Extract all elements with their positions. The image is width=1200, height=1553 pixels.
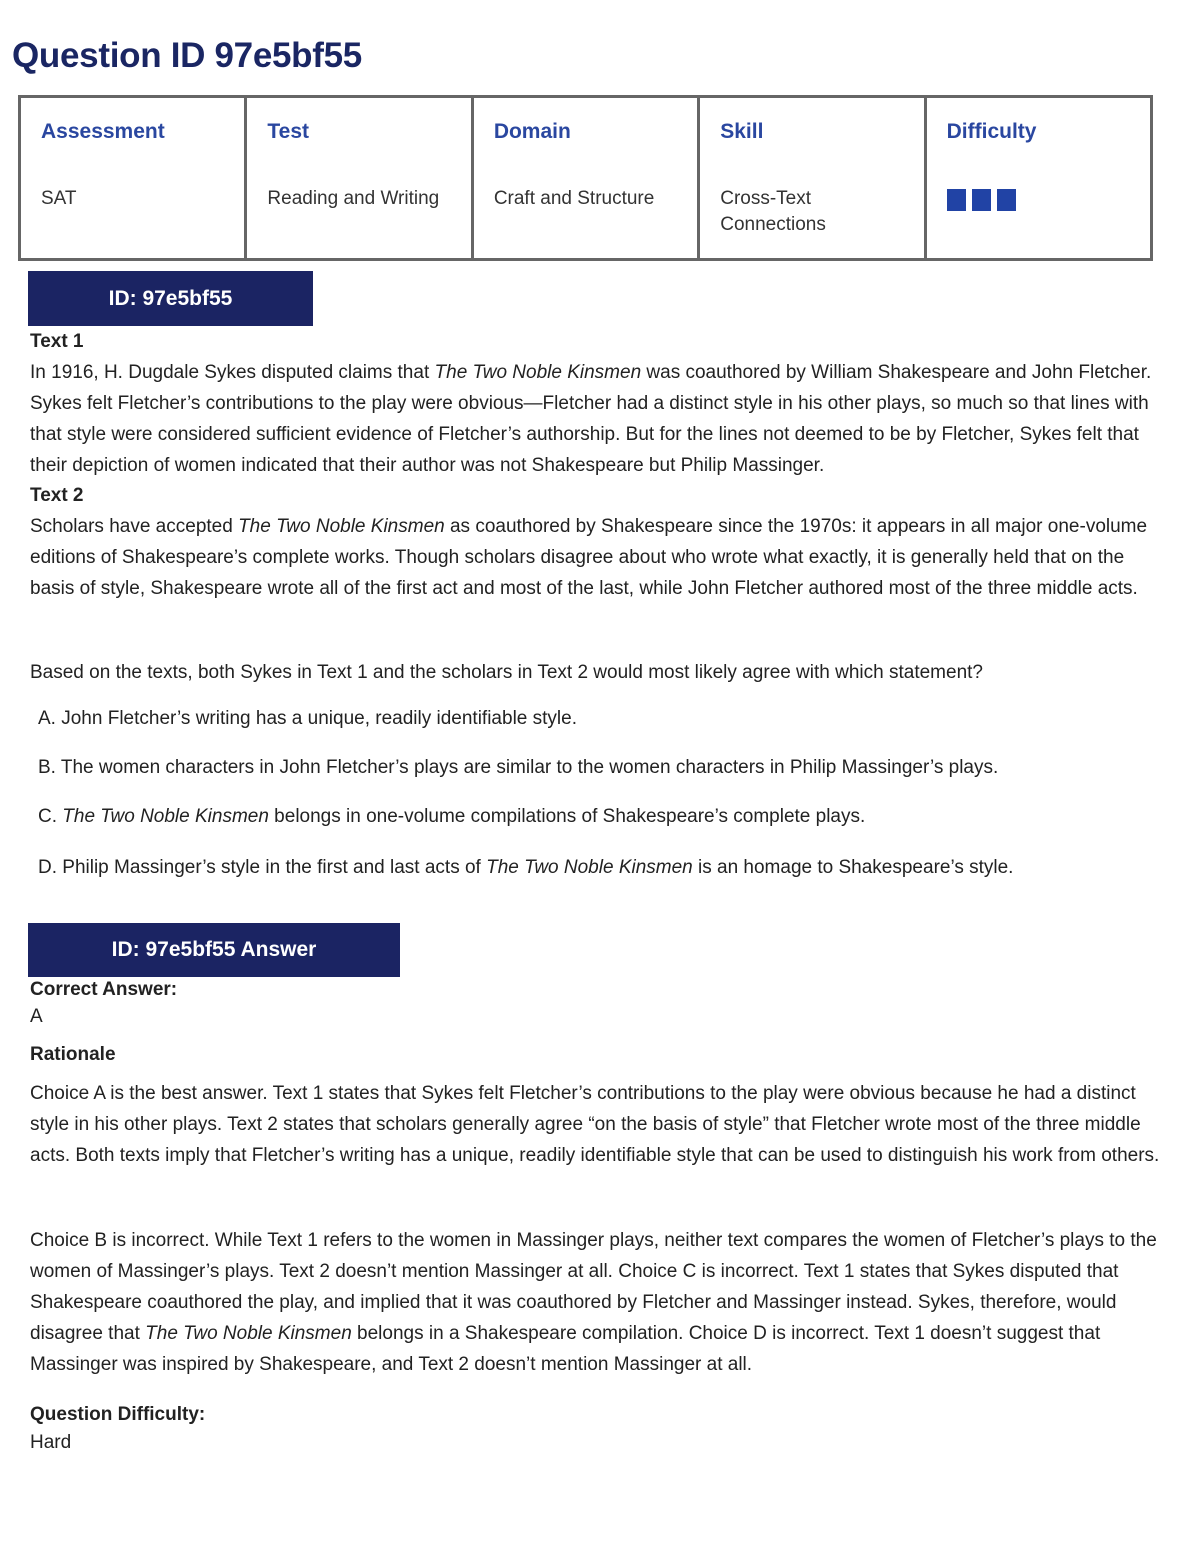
question-prompt: Based on the texts, both Sykes in Text 1 and the scholars in Text 2 would most likely agree with which statement? [30, 662, 983, 683]
choice-d [38, 852, 1158, 883]
difficulty-bar [997, 189, 1016, 211]
rationale-2-part-a: Choice B is incorrect. While Text 1 refers to the women in Massinger plays, neither text compares the women of Fletcher’s plays to the women of Massinger’s plays. Text 2 doesn’t mention Massinger at all. Choice C is incorrect. Text 1 states that Sykes disputed that Shakespeare coauthored the play, and implied that it was coauthored by Fletcher and Massinger instead. Sykes, therefore, would disagree that [30, 1230, 1157, 1344]
rationale-paragraph-2 [30, 1225, 1165, 1380]
choice-d-title: The Two Noble Kinsmen [486, 857, 693, 878]
meta-header-skill: Skill [720, 120, 764, 143]
correct-answer-value: A [30, 1006, 43, 1027]
choice-c-title: The Two Noble Kinsmen [62, 806, 269, 827]
meta-header-difficulty: Difficulty [946, 120, 1037, 143]
text1-part-a: In 1916, H. Dugdale Sykes disputed claims that [30, 362, 435, 383]
text2-passage [30, 511, 1165, 604]
meta-value-assessment: SAT [41, 188, 77, 209]
meta-value-domain: Craft and Structure [493, 188, 655, 209]
question-difficulty-label: Question Difficulty: [30, 1404, 206, 1425]
answer-id-banner: ID: 97e5bf55 Answer [28, 923, 400, 977]
text2-title: The Two Noble Kinsmen [238, 516, 445, 537]
rationale-label: Rationale [30, 1044, 116, 1065]
choice-d-part-b: is an homage to Shakespeare’s style. [692, 857, 1014, 878]
choice-d-part-a: D. Philip Massinger’s style in the first and last acts of [38, 857, 487, 878]
question-id-banner: ID: 97e5bf55 [28, 271, 313, 326]
question-difficulty-value: Hard [30, 1432, 72, 1453]
meta-header-assessment: Assessment [41, 120, 165, 143]
meta-value-test: Reading and Writing [267, 188, 440, 209]
text1-passage [30, 357, 1165, 481]
choice-a: A. John Fletcher’s writing has a unique, readily identifiable style. [38, 708, 577, 729]
difficulty-indicator [947, 189, 1150, 211]
meta-cell-skill [700, 98, 926, 258]
choice-b: B. The women characters in John Fletcher’s plays are similar to the women characters in Philip Massinger’s plays. [38, 757, 999, 778]
choice-c [38, 801, 1158, 832]
correct-answer-label: Correct Answer: [30, 979, 178, 1000]
page-title: Question ID 97e5bf55 [12, 36, 362, 75]
meta-cell-assessment [21, 98, 247, 258]
text2-part-b: as coauthored by Shakespeare since the 1970s: it appears in all major one-volume editions of Shakespeare’s complete works. Though scholars disagree about who wrote what exactly, it is generally held that on the basis of style, Shakespeare wrote all of the first act and most of the last, while John Fletcher authored most of the three middle acts. [30, 516, 1148, 599]
choice-c-prefix: C. [38, 806, 63, 827]
meta-header-test: Test [267, 120, 310, 143]
difficulty-bar [972, 189, 991, 211]
difficulty-bar [947, 189, 966, 211]
meta-header-domain: Domain [493, 120, 571, 143]
rationale-2-title: The Two Noble Kinsmen [145, 1323, 352, 1344]
text2-part-a: Scholars have accepted [30, 516, 239, 537]
choice-c-rest: belongs in one-volume compilations of Shakespeare’s complete plays. [268, 806, 866, 827]
meta-cell-difficulty [927, 98, 1150, 258]
text1-part-b: was coauthored by William Shakespeare and John Fletcher. Sykes felt Fletcher’s contributions to the play were obvious—Fletcher had a distinct style in his other plays, so much so that lines with that style were considered sufficient evidence of Fletcher’s authorship. But for the lines not deemed to be by Fletcher, Sykes felt that their depiction of women indicated that their author was not Shakespeare but Philip Massinger. [30, 362, 1152, 476]
text2-label: Text 2 [30, 485, 84, 506]
meta-value-skill: Cross-Text Connections [720, 188, 826, 235]
meta-cell-test [247, 98, 473, 258]
question-metadata-table [18, 95, 1153, 261]
meta-cell-domain [474, 98, 700, 258]
rationale-paragraph-1: Choice A is the best answer. Text 1 states that Sykes felt Fletcher’s contributions to the play were obvious because he had a distinct style in his other plays. Text 2 states that scholars generally agree “on the basis of style” that Fletcher wrote most of the three middle acts. Both texts imply that Fletcher’s writing has a unique, readily identifiable style that can be used to distinguish his work from others. [30, 1083, 1160, 1166]
text1-label: Text 1 [30, 331, 84, 352]
text1-title: The Two Noble Kinsmen [434, 362, 642, 383]
rationale-2-part-b: belongs in a Shakespeare compilation. Choice D is incorrect. Text 1 doesn’t suggest that Massinger was inspired by Shakespeare, and Text 2 doesn’t mention Massinger at all. [30, 1323, 1101, 1375]
